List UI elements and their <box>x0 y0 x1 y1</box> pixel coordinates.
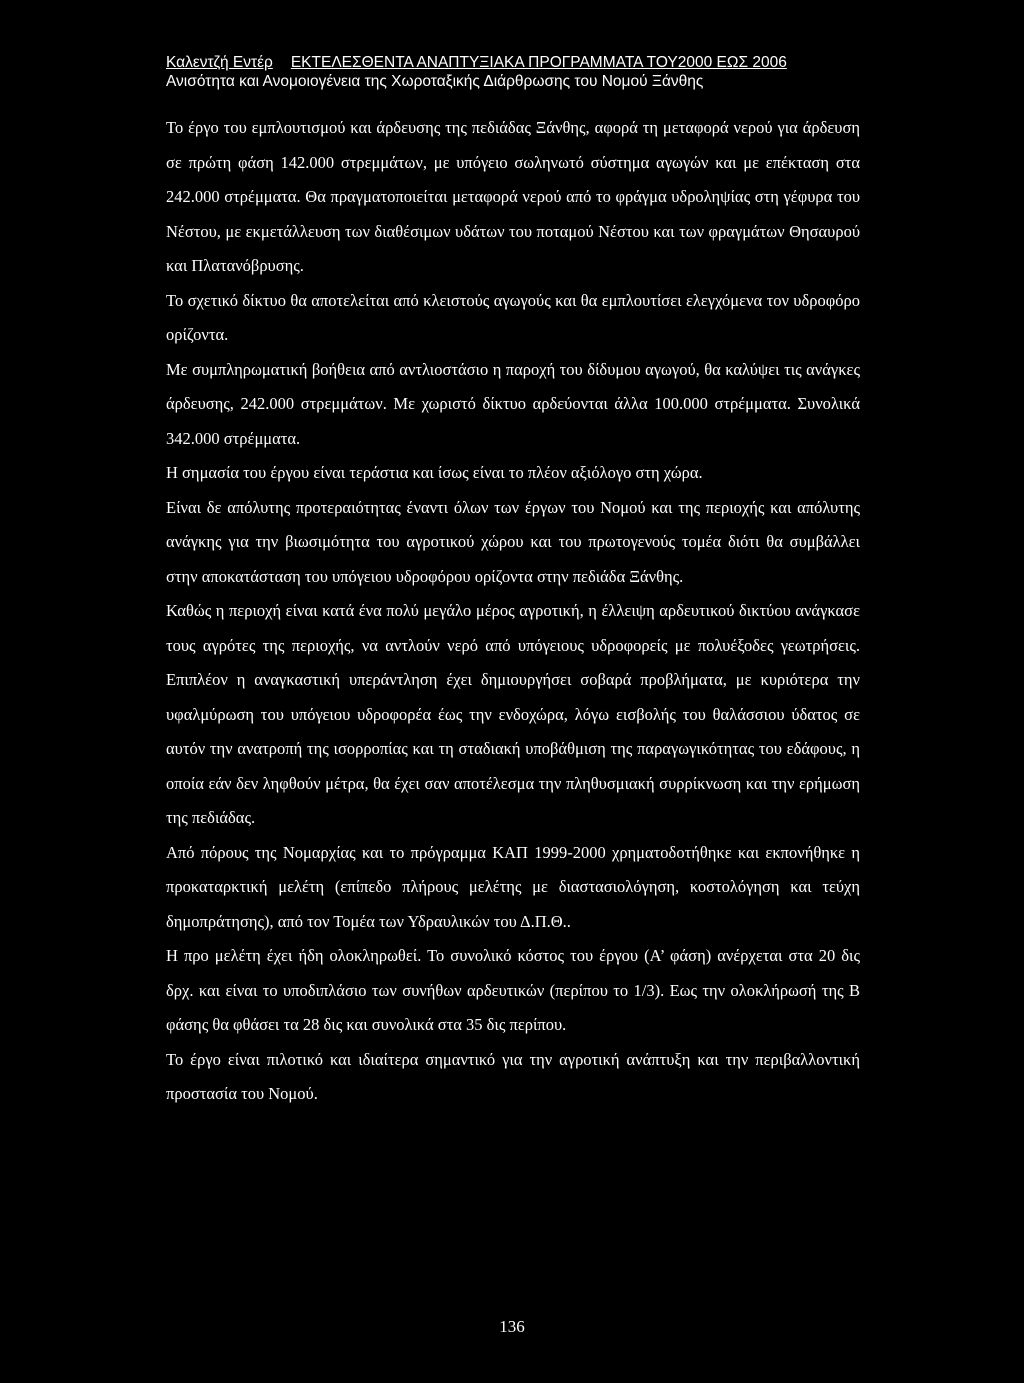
page-number: 136 <box>499 1317 525 1336</box>
paragraph-pilot: Το έργο είναι πιλοτικό και ιδιαίτερα σημαντικό για την αγροτική ανάπτυξη και την περιβαλλοντική προστασία του Νομού. <box>166 1049 860 1103</box>
paragraph-cost: Η προ μελέτη έχει ήδη ολοκληρωθεί. Το συνολικό κόστος του έργου (Α’ φάση) ανέρχεται στα 20 δις δρχ. και είναι το υποδιπλάσιο των συνήθων αρδευτικών (περίπου το 1/3). Εως την ολοκλήρωσή της Β φάσης θα φθάσει τα 28 δις και συνολικά στα 35 δις περίπου. <box>166 946 860 1034</box>
paragraph-agriculture: Καθώς η περιοχή είναι κατά ένα πολύ μεγάλο μέρος αγροτική, η έλλειψη αρδευτικού δικτύου ανάγκασε τους αγρότες της περιοχής, να αντλούν νερό από υπόγειους υδροφορείς με πολυέξοδες γεωτρήσεις. Επιπλέον η αναγκαστική υπεράντληση έχει δημιουργήσει σοβαρά προβλήματα, με κυριότερα την υφαλμύρωση του υπόγειου υδροφορέα έως την ενδοχώρα, λόγω εισβολής του θαλάσσιου ύδατος σε αυτόν την ανατροπή της ισορροπίας και τη σταδιακή υποβάθμιση της παραγωγικότητας του εδάφους, η οποία εάν δεν ληφθούν μέτρα, θα έχει σαν αποτέλεσμα την πληθυσμιακή συρρίκνωση και την ερήμωση της πεδιάδας. <box>166 601 860 827</box>
document-body <box>166 111 860 1112</box>
header-line-1 <box>166 53 866 72</box>
paragraph-significance: Η σημασία του έργου είναι τεράστια και ίσως είναι το πλέον αξιόλογο στη χώρα. <box>166 463 703 482</box>
header-program-title: ΕΚΤΕΛΕΣΘΕΝΤΑ ΑΝΑΠΤΥΞΙΑΚΑ ΠΡΟΓΡΑΜΜΑΤΑ ΤΟΥ2000 ΕΩΣ 2006 <box>290 54 787 71</box>
paragraph-irrigation-project: Το έργο του εμπλουτισμού και άρδευσης της πεδιάδας Ξάνθης, αφορά τη μεταφορά νερού για άρδευση σε πρώτη φάση 142.000 στρεμμάτων, με υπόγειο σωληνωτό σύστημα αγωγών και με επέκταση στα 242.000 στρέμματα. Θα πραγματοποιείται μεταφορά νερού από το φράγμα υδροληψίας στη γέφυρα του Νέστου, με εκμετάλλευση των διαθέσιμων υδάτων του ποταμού Νέστου και των φραγμάτων Θησαυρού και Πλατανόβρυσης. <box>166 118 860 275</box>
paragraph-funding-study: Από πόρους της Νομαρχίας και το πρόγραμμα ΚΑΠ 1999-2000 χρηματοδοτήθηκε και εκπονήθηκε η προκαταρκτική μελέτη (επίπεδο πλήρους μελέτης με διαστασιολόγηση, κοστολόγηση και τεύχη δημοπράτησης), από τον Τομέα των Υδραυλικών του Δ.Π.Θ.. <box>166 842 860 931</box>
paragraph-pumping-station: Με συμπληρωματική βοήθεια από αντλιοστάσιο η παροχή του δίδυμου αγωγού, θα καλύψει τις ανάγκες άρδευσης, 242.000 στρεμμάτων. Με χωριστό δίκτυο αρδεύονται άλλα 100.000 στρέμματα. Συνολικά 342.000 στρέμματα. <box>166 359 860 448</box>
running-header <box>166 53 866 91</box>
paragraph-network: Το σχετικό δίκτυο θα αποτελείται από κλειστούς αγωγούς και θα εμπλουτίσει ελεγχόμενα τον υδροφόρο ορίζοντα. <box>166 290 860 344</box>
header-author: Καλεντζή Εντέρ <box>166 54 273 71</box>
paragraph-priority: Είναι δε απόλυτης προτεραιότητας έναντι όλων των έργων του Νομού και της περιοχής και απόλυτης ανάγκης για την βιωσιμότητα του αγροτικού χώρου και του πρωτογενούς τομέα διότι θα συμβάλλει στην αποκατάσταση του υπόγειου υδροφόρου ορίζοντα στην πεδιάδα Ξάνθης. <box>166 497 860 586</box>
header-subtitle: Ανισότητα και Ανομοιογένεια της Χωροταξικής Διάρθρωσης του Νομού Ξάνθης <box>166 73 704 90</box>
